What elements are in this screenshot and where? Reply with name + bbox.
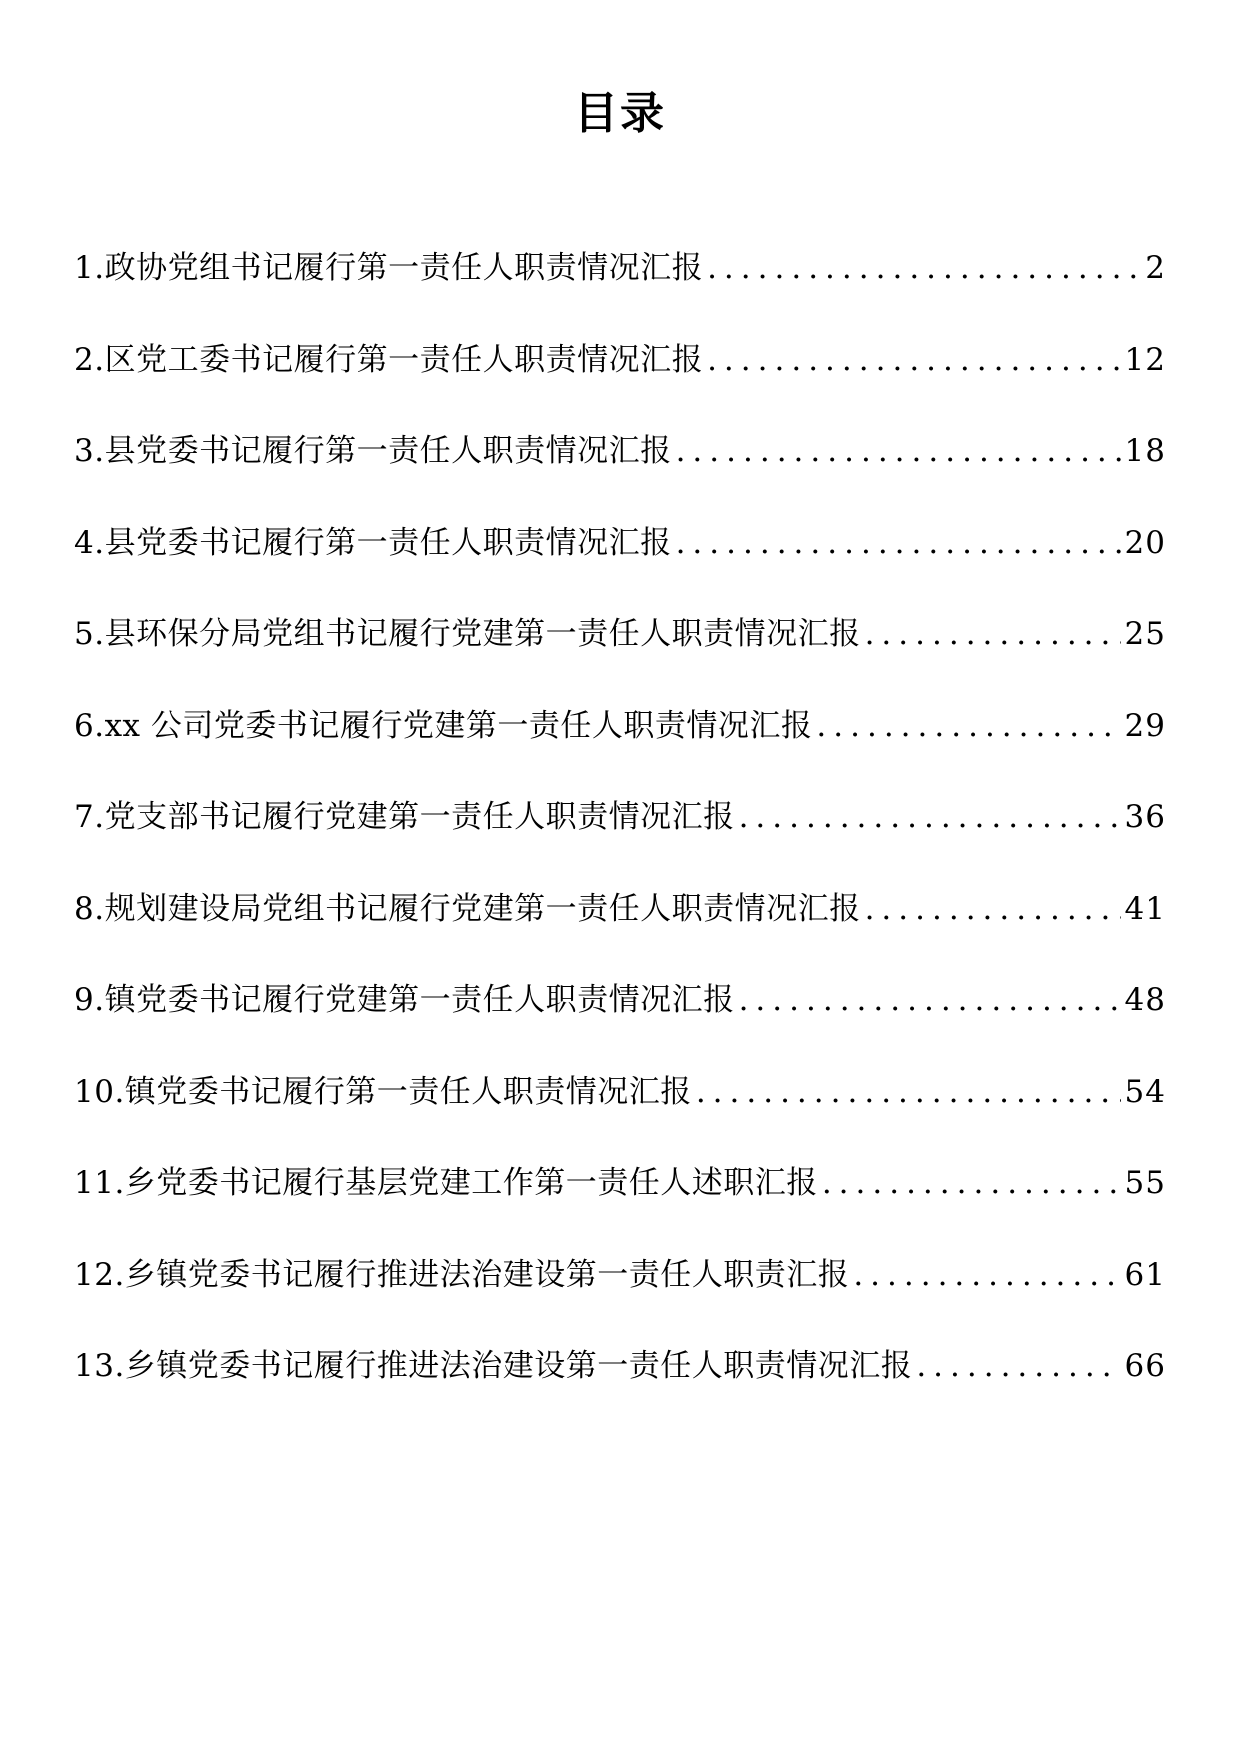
toc-entry-title: 9.镇党委书记履行党建第一责任人职责情况汇报 bbox=[74, 982, 735, 1018]
toc-leader-dots bbox=[916, 1346, 1120, 1386]
toc-leader-dots bbox=[707, 340, 1120, 380]
toc-leader-dots bbox=[822, 1163, 1121, 1203]
toc-entry[interactable] bbox=[74, 797, 1166, 889]
toc-entry[interactable] bbox=[74, 1072, 1166, 1164]
toc-entry-title: 7.党支部书记履行党建第一责任人职责情况汇报 bbox=[74, 799, 735, 835]
toc-entry-page: 48 bbox=[1124, 982, 1166, 1018]
toc-leader-dots bbox=[739, 797, 1121, 837]
toc-entry[interactable] bbox=[74, 431, 1166, 523]
toc-entry-title: 12.乡镇党委书记履行推进法治建设第一责任人职责汇报 bbox=[74, 1256, 850, 1293]
toc-leader-dots bbox=[676, 431, 1121, 471]
toc-entry-page: 61 bbox=[1124, 1256, 1166, 1293]
toc-leader-dots bbox=[853, 1255, 1120, 1295]
toc-leader-dots bbox=[865, 889, 1121, 929]
toc-leader-dots bbox=[816, 706, 1120, 746]
toc-entry-page: 66 bbox=[1124, 1348, 1166, 1384]
toc-entry-page: 36 bbox=[1124, 799, 1166, 835]
toc-entry[interactable] bbox=[74, 614, 1166, 706]
toc-leader-dots bbox=[865, 614, 1121, 654]
toc-entry[interactable] bbox=[74, 889, 1166, 981]
toc-entry-title: 4.县党委书记履行第一责任人职责情况汇报 bbox=[74, 524, 672, 561]
toc-entry-page: 20 bbox=[1124, 524, 1166, 561]
toc-entry[interactable] bbox=[74, 1255, 1166, 1347]
toc-entry-title: 11.乡党委书记履行基层党建工作第一责任人述职汇报 bbox=[74, 1165, 818, 1201]
toc-entry[interactable] bbox=[74, 706, 1166, 798]
toc-entry-title: 13.乡镇党委书记履行推进法治建设第一责任人职责情况汇报 bbox=[74, 1348, 913, 1384]
toc-title: 目录 bbox=[574, 88, 666, 139]
toc-leader-dots bbox=[696, 1072, 1121, 1112]
toc-entry[interactable] bbox=[74, 523, 1166, 615]
toc-entry-page: 54 bbox=[1124, 1073, 1166, 1110]
toc-entry-title: 8.规划建设局党组书记履行党建第一责任人职责情况汇报 bbox=[74, 890, 861, 927]
toc-list bbox=[74, 248, 1166, 1438]
toc-entry[interactable] bbox=[74, 980, 1166, 1072]
toc-leader-dots bbox=[707, 248, 1141, 288]
toc-entry[interactable] bbox=[74, 340, 1166, 432]
toc-leader-dots bbox=[739, 980, 1121, 1020]
toc-entry-page: 25 bbox=[1124, 616, 1166, 652]
toc-entry-title: 3.县党委书记履行第一责任人职责情况汇报 bbox=[74, 433, 672, 469]
toc-entry-title: 5.县环保分局党组书记履行党建第一责任人职责情况汇报 bbox=[74, 616, 861, 652]
toc-entry-page: 12 bbox=[1124, 341, 1166, 378]
toc-entry-page: 2 bbox=[1145, 250, 1166, 286]
toc-entry-page: 41 bbox=[1124, 890, 1166, 927]
toc-entry[interactable] bbox=[74, 1163, 1166, 1255]
toc-entry-title: 1.政协党组书记履行第一责任人职责情况汇报 bbox=[74, 250, 704, 286]
toc-entry-title: 2.区党工委书记履行第一责任人职责情况汇报 bbox=[74, 341, 704, 378]
toc-entry-title: 10.镇党委书记履行第一责任人职责情况汇报 bbox=[74, 1073, 692, 1110]
toc-entry[interactable] bbox=[74, 248, 1166, 340]
toc-leader-dots bbox=[676, 523, 1121, 563]
toc-entry[interactable] bbox=[74, 1346, 1166, 1438]
toc-entry-page: 18 bbox=[1124, 433, 1166, 469]
toc-entry-title: 6.xx 公司党委书记履行党建第一责任人职责情况汇报 bbox=[74, 707, 813, 744]
toc-entry-page: 29 bbox=[1124, 707, 1166, 744]
toc-entry-page: 55 bbox=[1124, 1165, 1166, 1201]
